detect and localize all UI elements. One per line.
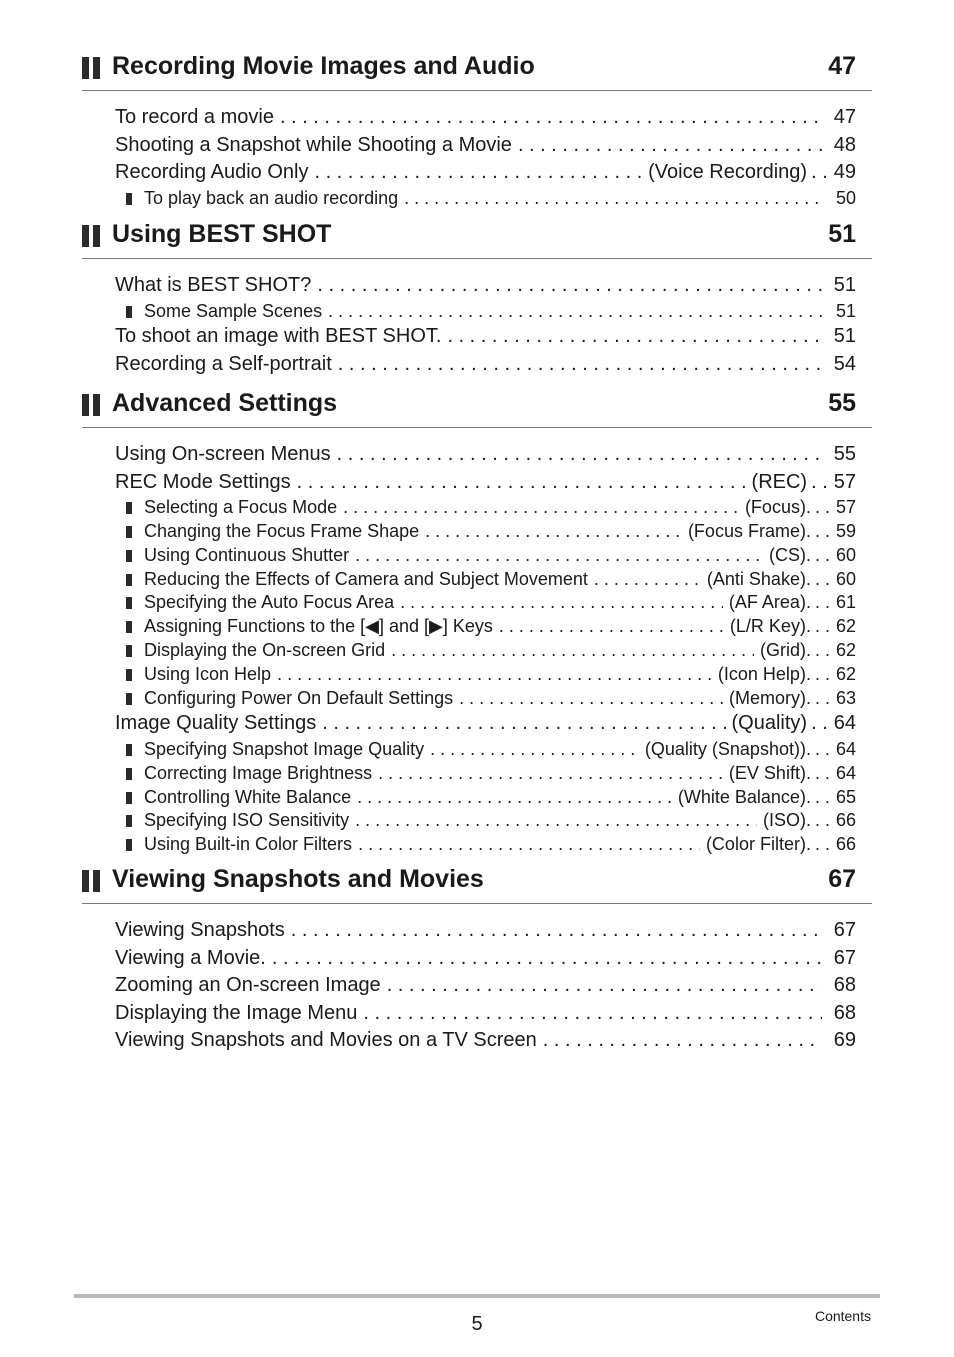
- section-heading: [82, 220, 872, 259]
- entry-reference: (Anti Shake).: [706, 568, 811, 589]
- dot-leader: [358, 832, 700, 856]
- entry-reference: (AF Area).: [728, 592, 811, 613]
- entry-title: Displaying the Image Menu: [115, 1001, 358, 1024]
- entry-page-number: 63: [835, 687, 856, 708]
- dot-leader: [355, 543, 763, 567]
- short-dot-leader: . .: [814, 568, 830, 589]
- short-dot-leader: . .: [814, 640, 830, 660]
- entry-reference: (Quality): [731, 712, 808, 735]
- toc-entry[interactable]: [115, 916, 856, 944]
- entry-page-number: 48: [833, 133, 856, 156]
- entry-reference: (Focus).: [744, 497, 811, 518]
- toc-subentry[interactable]: [126, 686, 856, 710]
- toc-subentry[interactable]: [126, 519, 856, 543]
- short-dot-leader: . .: [814, 786, 830, 807]
- entry-page-number: 68: [833, 1001, 856, 1024]
- toc-entry[interactable]: [115, 944, 856, 972]
- entry-page-number: 62: [835, 640, 856, 660]
- short-dot-leader: . .: [814, 687, 830, 708]
- short-dot-leader: . .: [814, 497, 830, 518]
- entry-title: Configuring Power On Default Settings: [144, 687, 454, 708]
- footer-rule: [74, 1294, 880, 1298]
- section-bars-icon: [82, 870, 104, 892]
- toc-entry[interactable]: [115, 1026, 856, 1054]
- toc-subentry[interactable]: [126, 808, 856, 832]
- toc-subentry[interactable]: [126, 614, 856, 638]
- toc-subentry[interactable]: [126, 186, 856, 210]
- entry-page-number: 61: [835, 592, 856, 613]
- toc-entry[interactable]: [115, 103, 856, 131]
- entry-title: To shoot an image with BEST SHOT.: [115, 325, 442, 348]
- section-page-number: 67: [828, 865, 856, 893]
- toc-subentry[interactable]: [126, 761, 856, 785]
- short-dot-leader: . .: [814, 544, 830, 565]
- footer-label: Contents: [814, 1308, 871, 1324]
- section-title: Using BEST SHOT: [112, 220, 332, 248]
- entry-page-number: 55: [833, 443, 856, 465]
- dot-leader: [357, 785, 672, 809]
- entry-title: Specifying ISO Sensitivity: [144, 810, 350, 831]
- toc-section: [82, 389, 872, 855]
- section-title: Recording Movie Images and Audio: [112, 52, 535, 80]
- entry-page-number: 49: [833, 161, 856, 184]
- entry-title: Using Icon Help: [144, 663, 272, 684]
- short-dot-leader: . .: [811, 161, 828, 184]
- short-dot-leader: . .: [814, 663, 830, 684]
- dot-leader: [459, 686, 723, 710]
- dot-leader: [363, 999, 821, 1027]
- dot-leader: [400, 590, 723, 614]
- entry-title: To record a movie: [115, 106, 274, 128]
- dot-leader: [430, 737, 639, 761]
- toc-subentry[interactable]: [126, 590, 856, 614]
- square-bullet-icon: [126, 597, 132, 609]
- entry-reference: (Color Filter).: [705, 834, 811, 855]
- entry-reference: (Grid).: [759, 640, 811, 660]
- entry-title: Recording a Self-portrait: [115, 353, 332, 375]
- toc-subentry[interactable]: [126, 299, 856, 323]
- dot-leader: [499, 614, 724, 638]
- toc-entry[interactable]: [115, 322, 856, 350]
- entry-page-number: 68: [833, 974, 856, 997]
- dot-leader: [322, 709, 725, 737]
- section-heading: [82, 389, 872, 428]
- entry-title: Changing the Focus Frame Shape: [144, 521, 420, 541]
- entry-title: Viewing a Movie.: [115, 946, 266, 969]
- dot-leader: [314, 158, 642, 186]
- entry-page-number: 67: [833, 946, 856, 969]
- entry-page-number: 66: [835, 810, 856, 831]
- dot-leader: [543, 1026, 822, 1054]
- section-bars-icon: [82, 394, 104, 416]
- toc-entry[interactable]: [115, 468, 856, 496]
- entry-page-number: 64: [833, 712, 856, 735]
- dot-leader: [280, 103, 822, 131]
- dot-leader: [291, 916, 822, 944]
- entry-reference: (Focus Frame).: [687, 521, 811, 541]
- entry-title: Reducing the Effects of Camera and Subject Movement: [144, 568, 588, 589]
- entry-title: To play back an audio recording: [144, 187, 399, 208]
- toc-entry[interactable]: [115, 971, 856, 999]
- short-dot-leader: . .: [814, 592, 830, 613]
- toc-entry[interactable]: [115, 131, 856, 159]
- entry-reference: (EV Shift).: [728, 762, 811, 783]
- square-bullet-icon: [126, 669, 132, 681]
- entry-title: Shooting a Snapshot while Shooting a Movie: [115, 133, 512, 156]
- square-bullet-icon: [126, 621, 132, 633]
- section-bars-icon: [82, 225, 104, 247]
- entry-reference: (Voice Recording): [648, 161, 808, 184]
- entry-page-number: 59: [835, 521, 856, 541]
- entry-page-number: 67: [833, 919, 856, 941]
- entry-page-number: 50: [835, 187, 856, 208]
- toc-entry[interactable]: [115, 999, 856, 1027]
- entry-page-number: 62: [835, 616, 856, 637]
- entry-title: Using Built-in Color Filters: [144, 834, 353, 855]
- entry-page-number: 60: [835, 544, 856, 565]
- section-page-number: 51: [828, 220, 856, 248]
- section-page-number: 47: [828, 52, 856, 80]
- entry-title: Image Quality Settings: [115, 712, 317, 735]
- entry-page-number: 66: [835, 834, 856, 855]
- entry-page-number: 47: [833, 106, 856, 128]
- entry-title: Specifying the Auto Focus Area: [144, 592, 395, 613]
- section-title: Advanced Settings: [112, 389, 338, 417]
- entry-title: Correcting Image Brightness: [144, 762, 373, 783]
- entry-title: What is BEST SHOT?: [115, 274, 312, 296]
- entry-reference: (Memory).: [728, 687, 811, 708]
- entry-title: Viewing Snapshots: [115, 919, 285, 941]
- toc-subentry[interactable]: [126, 638, 856, 662]
- dot-leader: [337, 440, 822, 468]
- toc-entry[interactable]: [115, 271, 856, 299]
- short-dot-leader: . .: [814, 834, 830, 855]
- square-bullet-icon: [126, 768, 132, 780]
- short-dot-leader: . .: [814, 810, 830, 831]
- toc-subentry[interactable]: [126, 567, 856, 591]
- toc-entry[interactable]: [115, 158, 856, 186]
- dot-leader: [297, 468, 746, 496]
- entry-page-number: 57: [833, 470, 856, 493]
- square-bullet-icon: [126, 744, 132, 756]
- dot-leader: [343, 495, 739, 519]
- entry-page-number: 51: [833, 274, 856, 296]
- entry-title: Displaying the On-screen Grid: [144, 640, 386, 660]
- square-bullet-icon: [126, 526, 132, 538]
- short-dot-leader: . .: [814, 762, 830, 783]
- square-bullet-icon: [126, 193, 132, 205]
- toc-subentry[interactable]: [126, 785, 856, 809]
- dot-leader: [378, 761, 723, 785]
- square-bullet-icon: [126, 574, 132, 586]
- toc-subentry[interactable]: [126, 832, 856, 856]
- entry-title: Recording Audio Only: [115, 161, 309, 184]
- short-dot-leader: . .: [814, 521, 830, 541]
- entry-title: Assigning Functions to the [◀] and [▶] Keys: [144, 616, 493, 637]
- section-bars-icon: [82, 57, 104, 79]
- toc-subentry[interactable]: [126, 662, 856, 686]
- toc-section: [82, 52, 872, 208]
- entry-page-number: 60: [835, 568, 856, 589]
- entry-page-number: 51: [835, 300, 856, 321]
- entry-title: Some Sample Scenes: [144, 300, 323, 321]
- dot-leader: [272, 944, 822, 972]
- entry-title: Zooming an On-screen Image: [115, 974, 381, 997]
- toc-entry[interactable]: [115, 350, 856, 378]
- entry-page-number: 65: [835, 786, 856, 807]
- toc-section: [82, 865, 872, 1052]
- square-bullet-icon: [126, 502, 132, 514]
- dot-leader: [355, 808, 757, 832]
- entry-title: Viewing Snapshots and Movies on a TV Screen: [115, 1029, 537, 1052]
- dot-leader: [404, 186, 824, 210]
- entry-reference: (ISO).: [762, 810, 811, 831]
- entry-reference: (Quality (Snapshot)).: [644, 739, 811, 759]
- dot-leader: [425, 519, 682, 543]
- entry-page-number: 51: [833, 325, 856, 348]
- entry-page-number: 54: [833, 353, 856, 375]
- entry-page-number: 57: [835, 497, 856, 518]
- section-page-number: 55: [828, 389, 856, 417]
- dot-leader: [518, 131, 822, 159]
- entry-title: REC Mode Settings: [115, 470, 291, 493]
- toc-entry[interactable]: [115, 709, 856, 737]
- toc-section: [82, 220, 872, 375]
- square-bullet-icon: [126, 306, 132, 318]
- dot-leader: [387, 971, 822, 999]
- entry-reference: (White Balance).: [677, 786, 811, 807]
- entry-page-number: 64: [835, 739, 856, 759]
- toc-subentry[interactable]: [126, 543, 856, 567]
- section-heading: [82, 52, 872, 91]
- entry-title: Using On-screen Menus: [115, 443, 331, 465]
- short-dot-leader: . .: [811, 712, 828, 735]
- section-heading: [82, 865, 872, 904]
- dot-leader: [447, 322, 821, 350]
- entry-title: Using Continuous Shutter: [144, 544, 350, 565]
- dot-leader: [338, 350, 822, 378]
- short-dot-leader: . .: [811, 470, 828, 493]
- entry-page-number: 62: [835, 663, 856, 684]
- toc-entry[interactable]: [115, 440, 856, 468]
- toc-subentry[interactable]: [126, 737, 856, 761]
- entry-title: Controlling White Balance: [144, 786, 352, 807]
- short-dot-leader: . .: [814, 616, 830, 637]
- page-number: 5: [471, 1313, 483, 1335]
- square-bullet-icon: [126, 815, 132, 827]
- square-bullet-icon: [126, 693, 132, 705]
- entry-page-number: 64: [835, 762, 856, 783]
- entry-title: Specifying Snapshot Image Quality: [144, 739, 425, 759]
- section-title: Viewing Snapshots and Movies: [112, 865, 484, 893]
- entry-reference: (CS).: [768, 544, 811, 565]
- dot-leader: [317, 271, 821, 299]
- square-bullet-icon: [126, 839, 132, 851]
- square-bullet-icon: [126, 792, 132, 804]
- square-bullet-icon: [126, 550, 132, 562]
- entry-page-number: 69: [833, 1029, 856, 1052]
- dot-leader: [277, 662, 712, 686]
- entry-reference: (REC): [751, 470, 808, 493]
- short-dot-leader: . .: [814, 739, 830, 759]
- entry-reference: (L/R Key).: [729, 616, 811, 637]
- entry-reference: (Icon Help).: [717, 663, 811, 684]
- dot-leader: [328, 299, 824, 323]
- toc-subentry[interactable]: [126, 495, 856, 519]
- entry-title: Selecting a Focus Mode: [144, 497, 338, 518]
- dot-leader: [391, 638, 754, 662]
- square-bullet-icon: [126, 645, 132, 657]
- dot-leader: [594, 567, 701, 591]
